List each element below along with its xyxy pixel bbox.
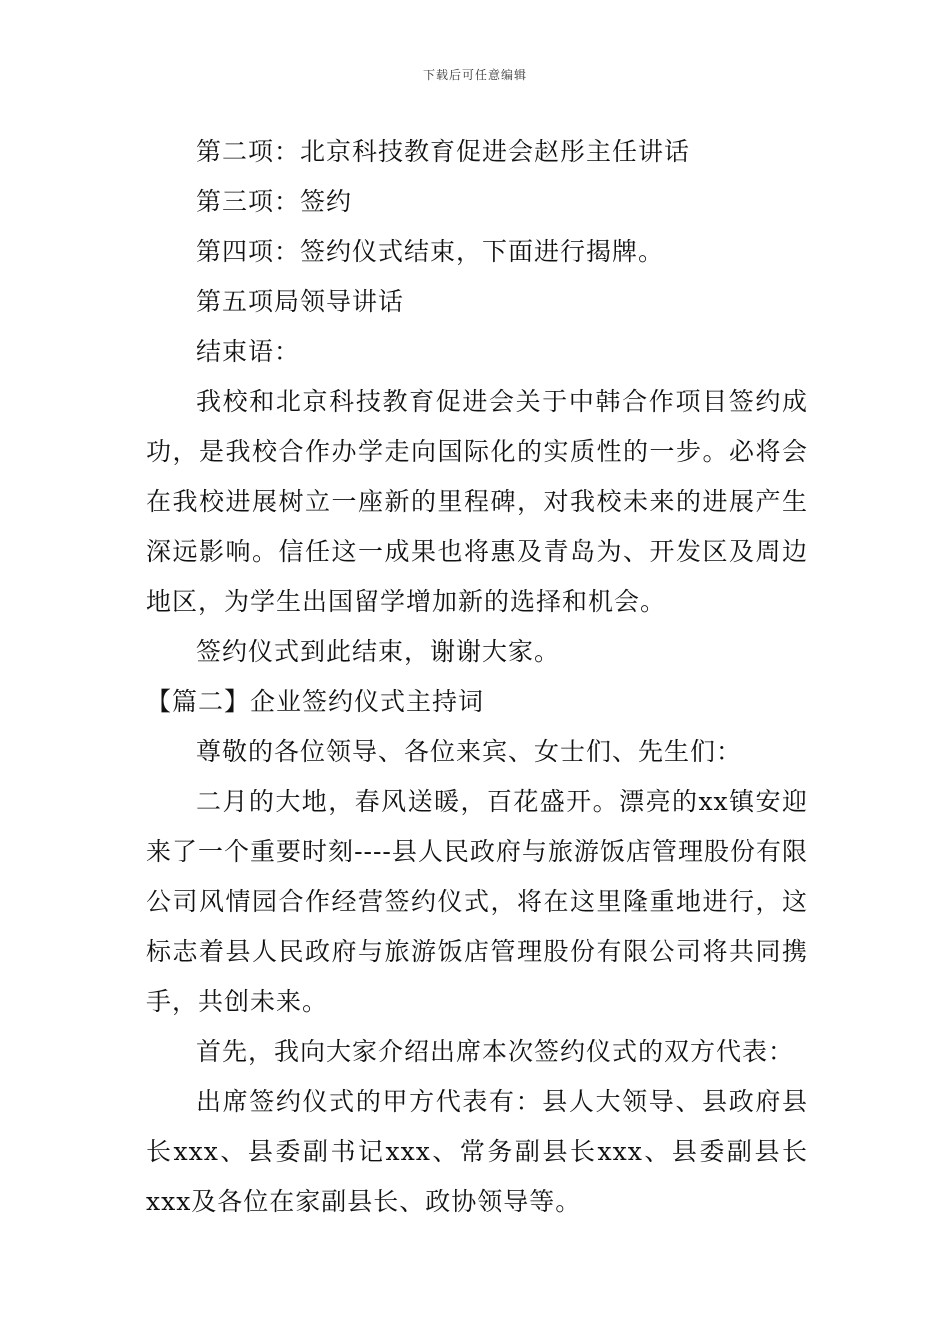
greeting: 尊敬的各位领导、各位来宾、女士们、先生们： xyxy=(196,737,743,766)
section-heading: 【篇二】企业签约仪式主持词 xyxy=(146,687,485,716)
agenda-item-4: 第四项：签约仪式结束，下面进行揭牌。 xyxy=(196,237,665,266)
agenda-item-2: 第二项：北京科技教育促进会赵彤主任讲话 xyxy=(196,137,691,166)
agenda-item-5: 第五项局领导讲话 xyxy=(196,287,405,316)
party-a-representatives: 出席签约仪式的甲方代表有：县人大领导、县政府县长xxx、县委副书记xxx、常务副县长xxx、县委副县长xxx及各位在家副县长、政协领导等。 xyxy=(146,1087,808,1216)
header-note: 下载后可任意编辑 xyxy=(422,68,527,82)
closing-label: 结束语： xyxy=(196,337,301,366)
intro-representatives: 首先，我向大家介绍出席本次签约仪式的双方代表： xyxy=(196,1037,795,1066)
document-body xyxy=(146,127,808,1227)
paragraph-spring: 二月的大地，春风送暖，百花盛开。漂亮的xx镇安迎来了一个重要时刻----县人民政府与旅游饭店管理股份有限公司风情园合作经营签约仪式，将在这里隆重地进行，这标志着县人民政府与旅游饭店管理股份有限公司将共同携手，共创未来。 xyxy=(146,787,808,1016)
closing-paragraph: 我校和北京科技教育促进会关于中韩合作项目签约成功，是我校合作办学走向国际化的实质性的一步。必将会在我校进展树立一座新的里程碑，对我校未来的进展产生深远影响。信任这一成果也将惠及青岛为、开发区及周边地区，为学生出国留学增加新的选择和机会。 xyxy=(146,387,808,616)
agenda-item-3: 第三项：签约 xyxy=(196,187,353,216)
closing-end: 签约仪式到此结束，谢谢大家。 xyxy=(196,637,561,666)
